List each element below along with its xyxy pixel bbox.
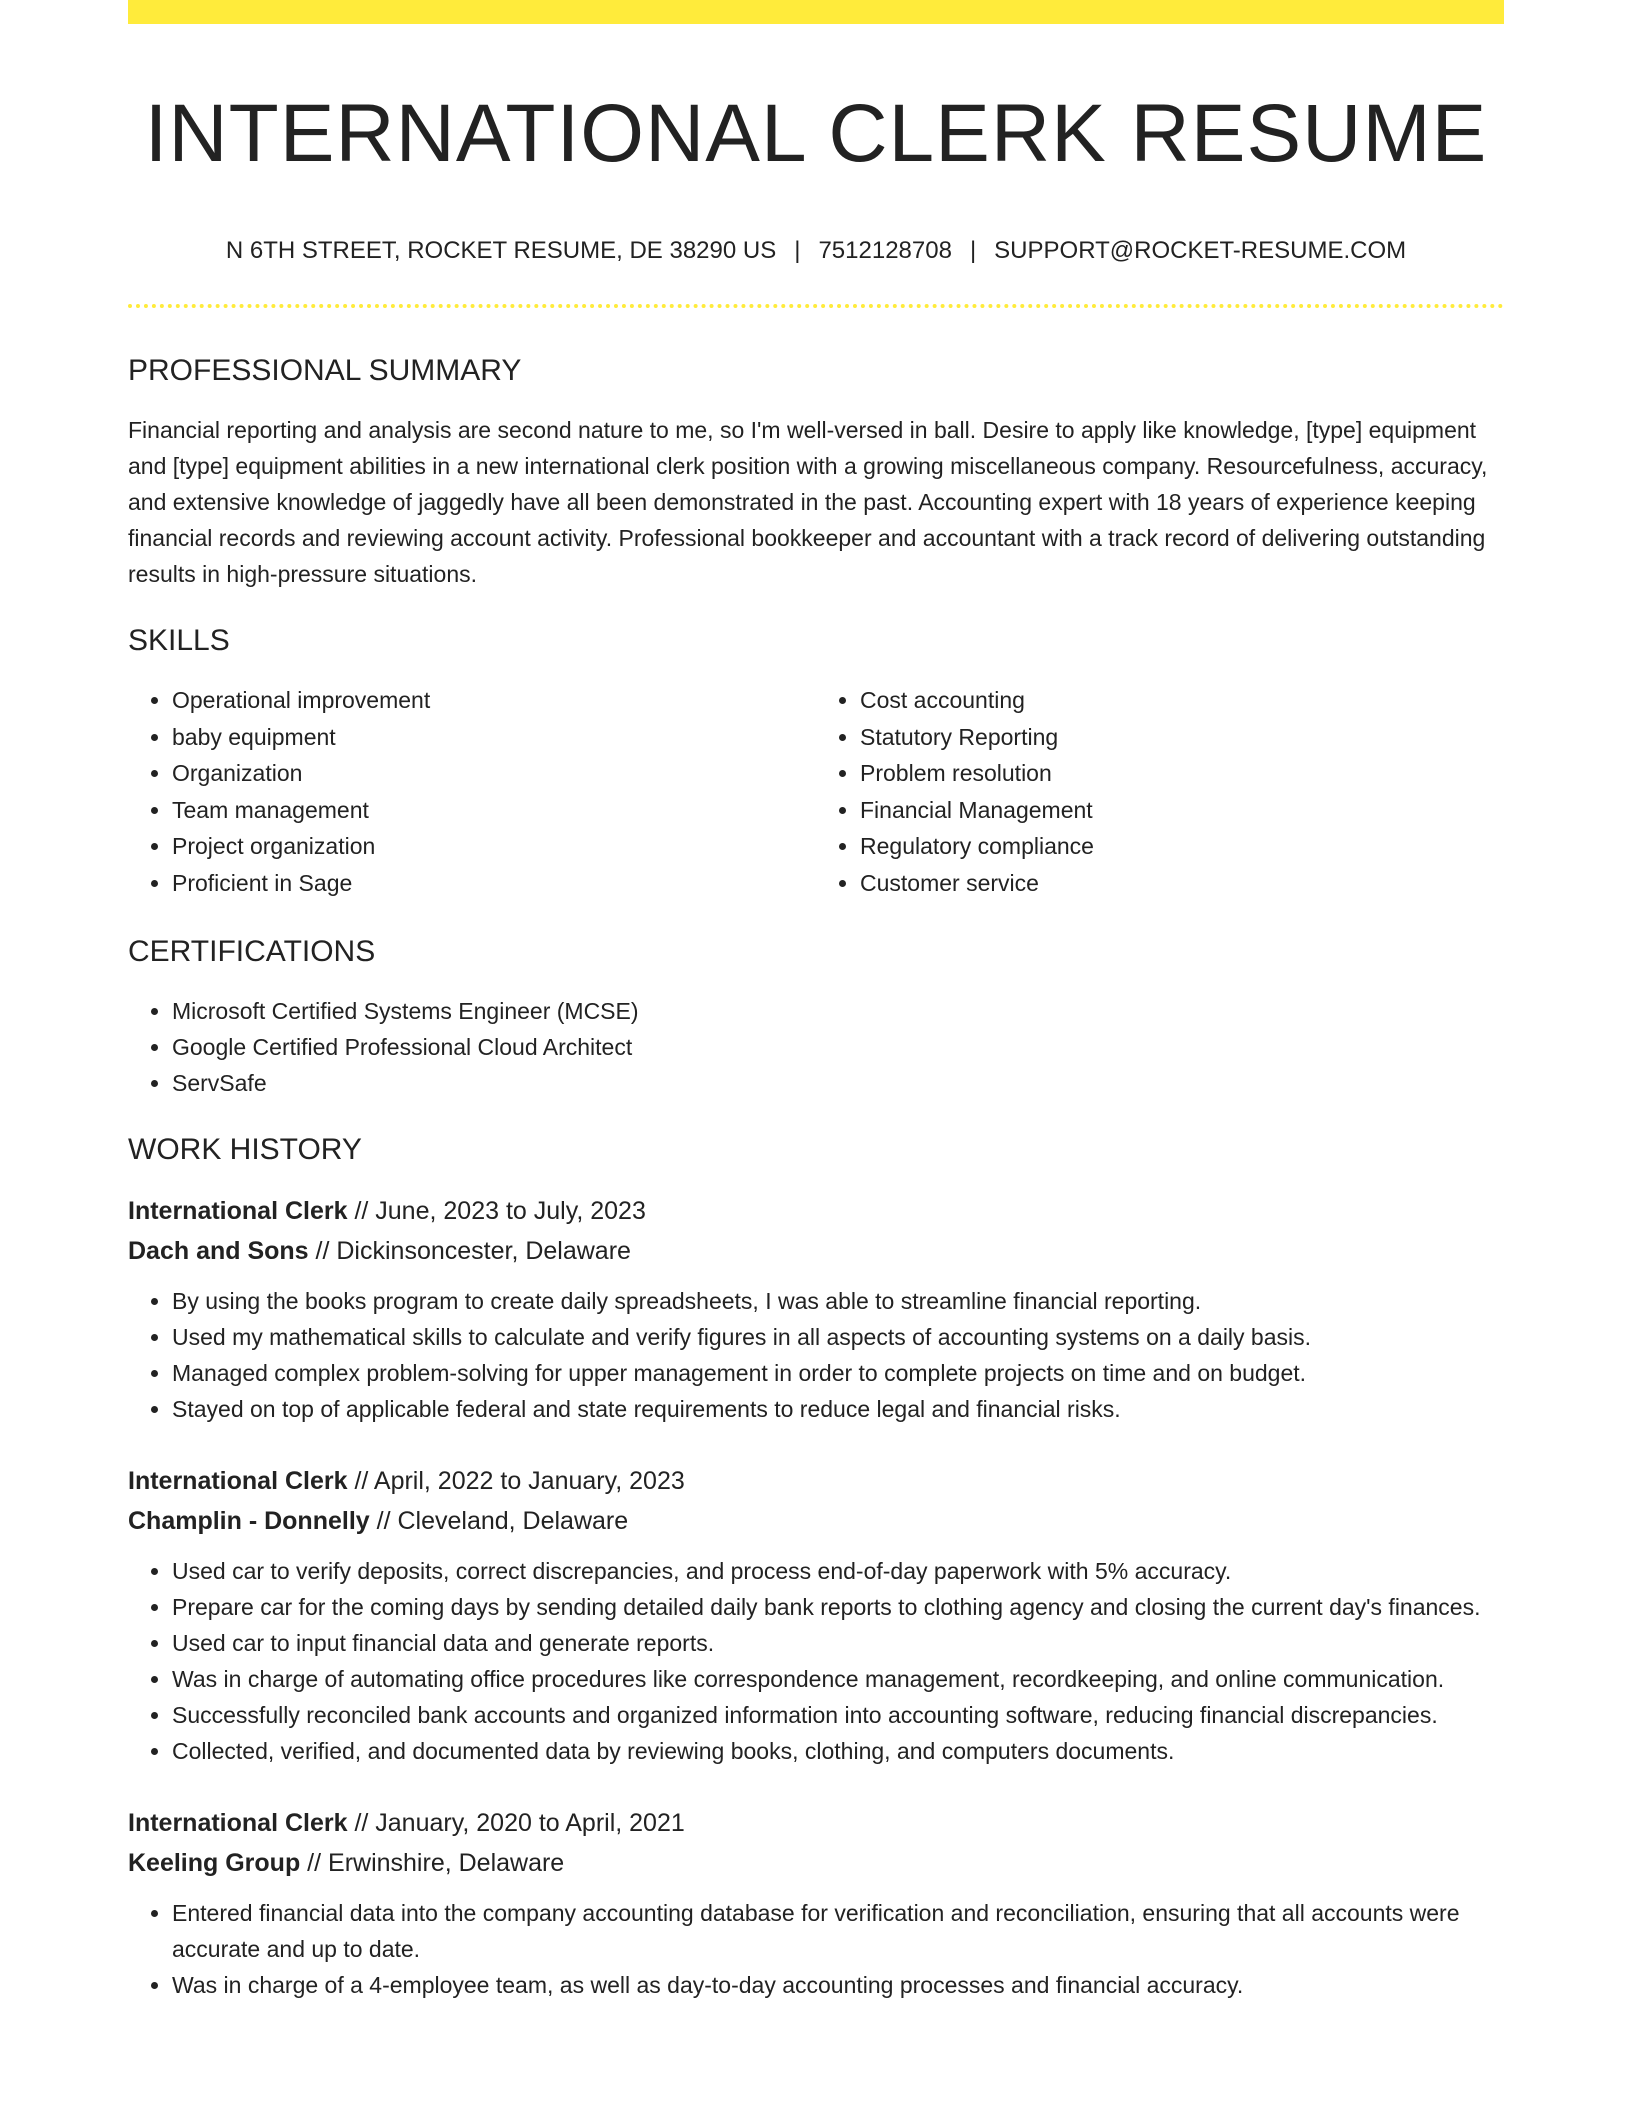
- job-company-line: [128, 1843, 1504, 1883]
- job-role-line: [128, 1803, 1504, 1843]
- job-bullet: • Used my mathematical skills to calculate and verify figures in all aspects of accounting systems on a daily basis.: [172, 1319, 1504, 1355]
- certification-item: • Google Certified Professional Cloud Architect: [172, 1029, 1504, 1065]
- resume-page: [128, 0, 1504, 2112]
- job-bullet: • Used car to input financial data and generate reports.: [172, 1625, 1504, 1661]
- skills-list-right: [816, 682, 1504, 901]
- job-bullet: • Used car to verify deposits, correct discrepancies, and process end-of-day paperwork with 5% accuracy.: [172, 1553, 1504, 1589]
- job-company: Champlin - Donnelly: [128, 1507, 370, 1535]
- job-bullets: [128, 1895, 1504, 2003]
- job-bullet: • Managed complex problem-solving for upper management in order to complete projects on time and on budget.: [172, 1355, 1504, 1391]
- job-role-line: [128, 1191, 1504, 1231]
- skill-item: • Team management: [172, 792, 816, 829]
- skills-grid: [128, 682, 1504, 901]
- skill-item: • Cost accounting: [860, 682, 1504, 719]
- skill-item: • Problem resolution: [860, 755, 1504, 792]
- job-role: International Clerk: [128, 1809, 348, 1837]
- job-bullets: [128, 1553, 1504, 1769]
- job-location: // Erwinshire, Delaware: [300, 1849, 565, 1877]
- job-bullet: • Stayed on top of applicable federal and state requirements to reduce legal and financial risks.: [172, 1391, 1504, 1427]
- job-location: // Dickinsoncester, Delaware: [308, 1237, 631, 1265]
- skills-list-left: [128, 682, 816, 901]
- certifications-list: [128, 993, 1504, 1101]
- job-company-line: [128, 1501, 1504, 1541]
- dotted-divider: [128, 304, 1504, 308]
- job-company-line: [128, 1231, 1504, 1271]
- job-role: International Clerk: [128, 1197, 348, 1225]
- job-entry: [128, 1461, 1504, 1769]
- job-bullet: • Collected, verified, and documented data by reviewing books, clothing, and computers documents.: [172, 1733, 1504, 1769]
- job-dates: // June, 2023 to July, 2023: [347, 1197, 646, 1225]
- job-bullet: • Was in charge of a 4-employee team, as well as day-to-day accounting processes and financial accuracy.: [172, 1967, 1504, 2003]
- work-history-heading: WORK HISTORY: [128, 1133, 362, 1166]
- skills-heading: SKILLS: [128, 624, 230, 657]
- skill-item: • Regulatory compliance: [860, 828, 1504, 865]
- skill-item: • Customer service: [860, 865, 1504, 902]
- job-bullet: • Successfully reconciled bank accounts and organized information into accounting software, reducing financial discrepancies.: [172, 1697, 1504, 1733]
- contact-phone: 7512128708: [818, 237, 952, 264]
- certification-item: • Microsoft Certified Systems Engineer (MCSE): [172, 993, 1504, 1029]
- job-company: Keeling Group: [128, 1849, 301, 1877]
- summary-text: Financial reporting and analysis are second nature to me, so I'm well-versed in ball. Desire to apply like knowledge, [type] equipment and [type] equipment abilities in a new international clerk position with a growing miscellaneous company. Resourcefulness, accuracy, and extensive knowledge of jaggedly have all been demonstrated in the past. Accounting expert with 18 years of experience keeping financial records and reviewing account activity. Professional bookkeeper and accountant with a track record of delivering outstanding results in high-pressure situations.: [128, 417, 1488, 587]
- job-bullet: • Entered financial data into the company accounting database for verification and reconciliation, ensuring that all accounts were accurate and up to date.: [172, 1895, 1504, 1967]
- job-bullets: [128, 1283, 1504, 1427]
- contact-address: N 6TH STREET, ROCKET RESUME, DE 38290 US: [225, 237, 777, 264]
- skill-item: • baby equipment: [172, 719, 816, 756]
- resume-title: INTERNATIONAL CLERK RESUME: [144, 88, 1488, 179]
- job-dates: // January, 2020 to April, 2021: [347, 1809, 685, 1837]
- top-accent-bar: [128, 0, 1504, 24]
- skill-item: • Financial Management: [860, 792, 1504, 829]
- job-role: International Clerk: [128, 1467, 348, 1495]
- skill-item: • Proficient in Sage: [172, 865, 816, 902]
- job-bullet: • By using the books program to create daily spreadsheets, I was able to streamline financial reporting.: [172, 1283, 1504, 1319]
- job-company: Dach and Sons: [128, 1237, 309, 1265]
- contact-separator: |: [794, 237, 801, 264]
- summary-heading: PROFESSIONAL SUMMARY: [128, 354, 522, 387]
- skill-item: • Operational improvement: [172, 682, 816, 719]
- job-bullet: • Prepare car for the coming days by sending detailed daily bank reports to clothing agency and closing the current day's finances.: [172, 1589, 1504, 1625]
- contact-line: [128, 236, 1504, 266]
- skill-item: • Statutory Reporting: [860, 719, 1504, 756]
- skill-item: • Organization: [172, 755, 816, 792]
- job-dates: // April, 2022 to January, 2023: [347, 1467, 685, 1495]
- contact-separator: |: [969, 237, 977, 264]
- contact-email: SUPPORT@ROCKET-RESUME.COM: [994, 237, 1407, 264]
- job-role-line: [128, 1461, 1504, 1501]
- job-entry: [128, 1191, 1504, 1427]
- job-location: // Cleveland, Delaware: [369, 1507, 629, 1535]
- certification-item: • ServSafe: [172, 1065, 1504, 1101]
- job-bullet: • Was in charge of automating office procedures like correspondence management, recordkeeping, and online communication.: [172, 1661, 1504, 1697]
- job-entry: [128, 1803, 1504, 2003]
- skill-item: • Project organization: [172, 828, 816, 865]
- certifications-heading: CERTIFICATIONS: [128, 935, 376, 968]
